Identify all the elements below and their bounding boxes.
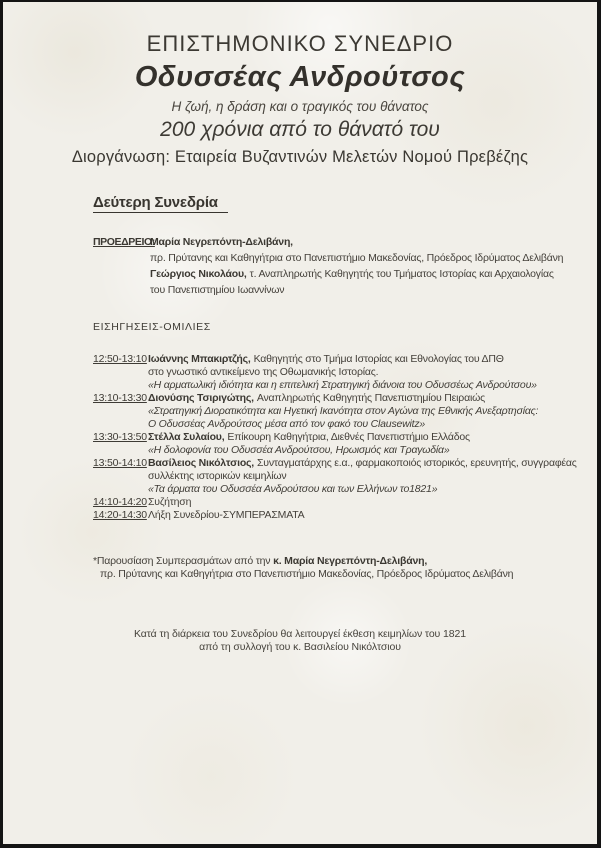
talk-item-4 bbox=[93, 457, 577, 496]
talk-2-time: 13:10-13:30 bbox=[93, 392, 147, 404]
talk-2-title-line1: «Στρατηγική Διορατικότητα και Ηγετική Ικανότητα στον Αγώνα της Εθνικής Ανεξαρτησίας: bbox=[148, 405, 539, 417]
talk-1-affiliation: Καθηγητής στο Τμήμα Ιστορίας και Εθνολογίας του ΔΠΘ bbox=[253, 353, 504, 365]
session-heading: Δεύτερη Συνεδρία bbox=[93, 194, 228, 213]
exhibition-note-line2: από τη συλλογή του κ. Βασιλείου Νικόλτσιου bbox=[199, 641, 401, 653]
talk-2-speaker: Διονύσης Τσιριγώτης, bbox=[148, 392, 254, 404]
talk-item-3 bbox=[93, 431, 561, 457]
talk-item-5 bbox=[93, 496, 561, 509]
chair-block bbox=[93, 234, 564, 298]
talk-4-affiliation: Συνταγματάρχης ε.α., φαρμακοποιός ιστορικός, ερευνητής, συγγραφέας bbox=[257, 457, 577, 469]
talk-2-title-line2: Ο Οδυσσέας Ανδρούτσος μέσα από τον φακό του Clausewitz» bbox=[148, 418, 426, 430]
talk-item-1 bbox=[93, 353, 561, 392]
talk-item-6 bbox=[93, 509, 561, 522]
exhibition-note-line1: Κατά τη διάρκεια του Συνεδρίου θα λειτουργεί έκθεση κειμηλίων του 1821 bbox=[134, 628, 466, 640]
footnote-presenter-name: κ. Μαρία Νεγρεπόντη-Δελιβάνη, bbox=[273, 555, 428, 567]
talk-4-affiliation-cont: συλλέκτης ιστορικών κειμηλίων bbox=[148, 470, 287, 482]
program-content bbox=[93, 167, 577, 581]
conference-header bbox=[3, 2, 597, 167]
talk-3-speaker: Στέλλα Συλαίου, bbox=[148, 431, 225, 443]
footnote-block bbox=[93, 555, 561, 581]
talk-1-affiliation-cont: στο γνωστικό αντικείμενο της Οθωμανικής Ιστορίας. bbox=[148, 366, 379, 378]
footnote-prefix: *Παρουσίαση Συμπερασμάτων από την bbox=[93, 555, 271, 567]
talk-2-affiliation: Αναπληρωτής Καθηγητής Πανεπιστημίου Πειραιώς bbox=[256, 392, 485, 404]
talk-1-speaker: Ιωάννης Μπακιρτζής, bbox=[148, 353, 251, 365]
talk-3-time: 13:30-13:50 bbox=[93, 431, 147, 443]
talk-3-title: «Η δολοφονία του Οδυσσέα Ανδρούτσου, Ηρωισμός και Τραγωδία» bbox=[148, 444, 450, 456]
conference-anniversary: 200 χρόνια από το θάνατό του bbox=[160, 118, 440, 141]
talk-5-label: Συζήτηση bbox=[148, 496, 192, 508]
talk-4-title: «Τα άρματα του Οδυσσέα Ανδρούτσου και των Ελλήνων το1821» bbox=[148, 483, 438, 495]
session-heading-wrap bbox=[93, 167, 561, 213]
conference-kicker: ΕΠΙΣΤΗΜΟΝΙΚΟ ΣΥΝΕΔΡΙΟ bbox=[146, 31, 454, 56]
talks-list bbox=[93, 353, 577, 522]
talk-1-time: 12:50-13:10 bbox=[93, 353, 147, 365]
conference-subtitle: Η ζωή, η δράση και ο τραγικός του θάνατος bbox=[171, 99, 429, 114]
talk-4-time: 13:50-14:10 bbox=[93, 457, 147, 469]
chair-1-desc: πρ. Πρύτανης και Καθηγήτρια στο Πανεπιστήμιο Μακεδονίας, Πρόεδρος Ιδρύματος Δελιβάνη bbox=[150, 252, 564, 264]
paper-background bbox=[3, 2, 597, 844]
chair-label: ΠΡΟΕΔΡΕΙΟ: bbox=[93, 236, 155, 248]
footnote-presenter-desc: πρ. Πρύτανης και Καθηγήτρια στο Πανεπιστήμιο Μακεδονίας, Πρόεδρος Ιδρύματος Δελιβάνη bbox=[100, 568, 514, 580]
talk-item-2 bbox=[93, 392, 561, 431]
chair-2-name: Γεώργιος Νικολάου, bbox=[150, 268, 247, 280]
talk-1-title: «Η αρματωλική ιδιότητα και η επιτελική Στρατηγική διάνοια του Οδυσσέως Ανδρούτσου» bbox=[148, 379, 537, 391]
talk-6-label: Λήξη Συνεδρίου-ΣΥΜΠΕΡΑΣΜΑΤΑ bbox=[148, 509, 305, 521]
chair-body bbox=[150, 234, 563, 298]
talk-3-affiliation: Επίκουρη Καθηγήτρια, Διεθνές Πανεπιστήμιο Ελλάδος bbox=[227, 431, 470, 443]
exhibition-note bbox=[3, 628, 597, 654]
talks-heading: ΕΙΣΗΓΗΣΕΙΣ-ΟΜΙΛΙΕΣ bbox=[93, 321, 211, 333]
talk-6-time: 14:20-14:30 bbox=[93, 509, 147, 521]
chair-1-name: Μαρία Νεγρεπόντη-Δελιβάνη, bbox=[150, 236, 293, 248]
talk-4-speaker: Βασίλειος Νικόλτσιος, bbox=[148, 457, 255, 469]
conference-title: Οδυσσέας Ανδρούτσος bbox=[134, 61, 466, 93]
organizer-line: Διοργάνωση: Εταιρεία Βυζαντινών Μελετών Νομού Πρεβέζης bbox=[71, 148, 529, 166]
chair-2-desc-cont: του Πανεπιστημίου Ιωαννίνων bbox=[150, 284, 285, 296]
chair-2-desc: τ. Αναπληρωτής Καθηγητής του Τμήματος Ιστορίας και Αρχαιολογίας bbox=[249, 268, 554, 280]
talk-5-time: 14:10-14:20 bbox=[93, 496, 147, 508]
